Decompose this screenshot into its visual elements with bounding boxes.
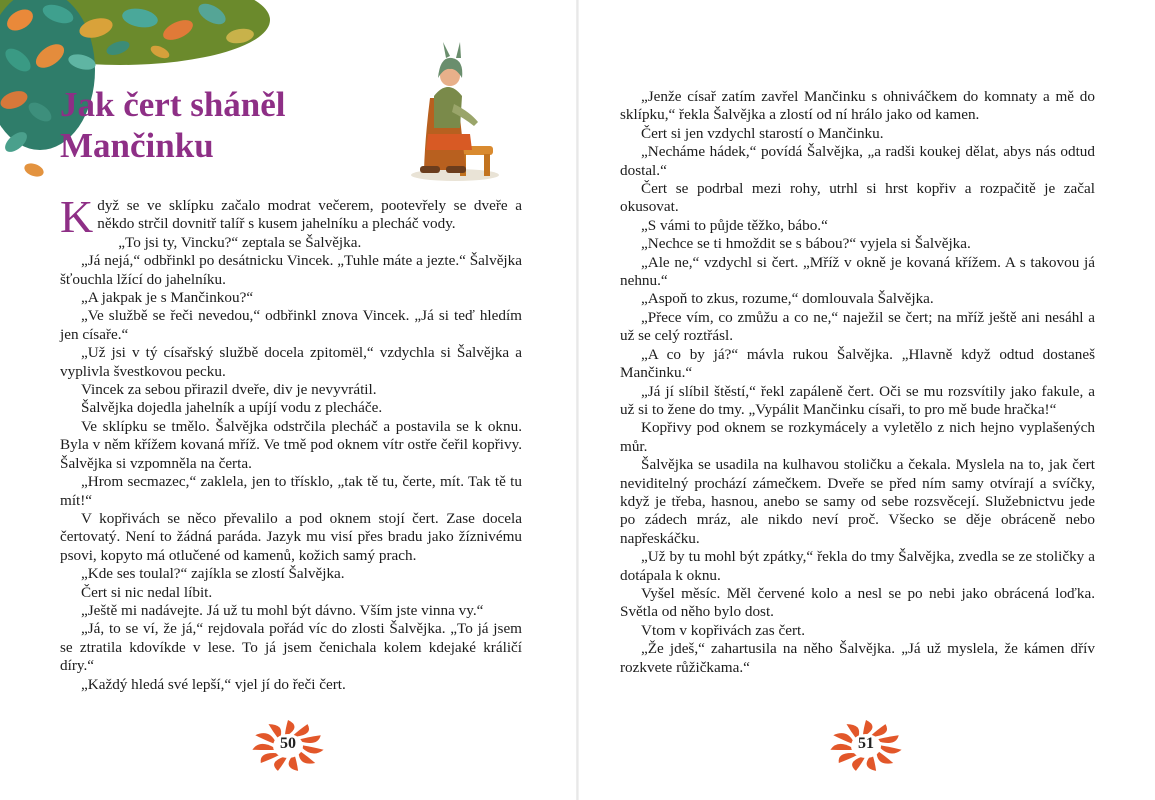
old-woman-illustration	[400, 38, 510, 184]
left-body-text	[60, 191, 522, 694]
sun-ray	[285, 720, 295, 735]
page-number-ornament	[826, 718, 906, 774]
paragraph: Čert si nic nedal líbit.	[81, 583, 213, 601]
paragraph: „Každý hledá své lepší,“ vjel jí do řeči čert.	[81, 675, 346, 693]
sun-ray	[852, 757, 865, 771]
paragraph: „Hrom secmazec,“ zaklela, jen to třísklo, „tak tě tu, čerte, mít. Tak tě tu mít!“	[60, 473, 522, 509]
paragraph: Šalvějka dojedla jahelník a upíjí vodu z plecháče.	[81, 399, 383, 417]
page-number: 51	[858, 735, 874, 752]
paragraph: „Necháme hádek,“ povídá Šalvějka, „a radši koukej dělat, abys nás odtud dostal.“	[620, 143, 1095, 179]
paragraph: „Nechce se ti hmoždit se s bábou?“ vyjela si Šalvějka.	[641, 235, 971, 253]
paragraph: „Už jsi v tý císařský službě docela zpitomël,“ vzdychla si Šalvějka a vyplivla švestkovou pecku.	[60, 344, 522, 380]
paragraph: Vtom v kopřivách zas čert.	[641, 621, 806, 639]
paragraph: „Přece vím, co zmůžu a co ne,“ naježil se čert; na mříž ještě ani nesáhl a už se celý roztřásl.	[620, 308, 1095, 345]
paragraph: Ve sklípku se tmělo. Šalvějka odstrčila plecháč a postavila se k oknu. Byla v něm křížem kovaná mříž. Ve tmě pod oknem vítr ostře čeřil kopřivy. Šalvějka si vzpomněla na čerta.	[60, 417, 522, 472]
paragraph: Vincek za sebou přirazil dveře, div je nevyvrátil.	[81, 381, 377, 399]
sun-ray	[863, 720, 873, 735]
paragraph: „Jenže císař zatím zavřel Mančinku s ohniváčkem do komnaty a mě do sklípku,“ řekla Šalvějka a zlostí od ní hrálo jako od kamen.	[620, 88, 1095, 124]
paragraph: „Ale ne,“ vzdychl si čert. „Mříž v okně je kovaná křížem. A s takovou já nehnu.“	[620, 253, 1095, 290]
paragraph: „S vámi to půjde těžko, bábo.“	[641, 216, 828, 234]
chapter-title: Jak čert sháněl Mančinku	[60, 85, 286, 165]
paragraph: „Kde ses toulal?“ zajíkla se zlostí Šalvějka.	[81, 565, 345, 583]
paragraph: „Že jdeš,“ zahartusila na něho Šalvějka. „Já už myslela, že kámen dřív rozkvete růžičkama.“	[620, 640, 1095, 676]
paragraph: Šalvějka se usadila na kulhavou stoličku a čekala. Myslela na to, jak čert neviditelný prochází zámečkem. Dveře se před ním samy otvírají a svíčky, když je třeba, hasnou, anebo se samy od sebe rozsvěcejí. Služebnictvu jede po zádech mráz, ale nikdo neví proč. Všecko se děje obráceně nebo napřeskáčku.	[620, 456, 1095, 547]
paragraph: Čert si jen vzdychl starostí o Mančinku.	[641, 124, 884, 142]
right-body-text	[620, 88, 1095, 677]
paragraph: V kopřivách se něco převalilo a pod oknem stojí čert. Zase docela čertovatý. Není to žádná paráda. Jazyk mu visí přes bradu jako žíznivému psovi, kopyto má otlučené od kamenů, kožich samý prach.	[60, 509, 522, 564]
paragraph: „Ještě mi nadávejte. Já už tu mohl být dávno. Vším jste vinna vy.“	[81, 601, 484, 619]
left-page	[0, 0, 577, 800]
page-number: 50	[280, 735, 296, 752]
sun-ray	[289, 756, 298, 771]
sun-ray	[274, 757, 287, 771]
paragraph: Vyšel měsíc. Měl červené kolo a nesl se po nebi jako obrácená loďka. Světla od něho bylo dost.	[620, 584, 1095, 621]
paragraph: „A jakpak je s Mančinkou?“	[81, 289, 254, 307]
paragraph: „Já jí slíbil štěstí,“ řekl zapáleně čert. Oči se mu rozsvítily jako fakule, a už si to žene do tmy. „Vypálit Mančinku císaři, to pro mě bude hračka!“	[620, 382, 1095, 418]
drop-cap: K	[60, 191, 94, 242]
right-page	[578, 0, 1155, 800]
paragraph: „Já, to se ví, že já,“ rejdovala pořád víc do zlosti Šalvějka. „To já jsem se ztratila kdovíkde v lese. To já jsem čenichala kolem kdejaké králičí díry.“	[60, 620, 522, 675]
sun-ray	[867, 756, 876, 771]
paragraph: „Už by tu mohl být zpátky,“ řekla do tmy Šalvějka, zvedla se ze stoličky a dotápala k oknu.	[620, 548, 1095, 584]
paragraph: „Aspoň to zkus, rozume,“ domlouvala Šalvějka.	[641, 290, 934, 308]
paragraph: „Já nejá,“ odbřinkl po desátnicku Vincek. „Tuhle máte a jezte.“ Šalvějka šťouchla lžící do jahelníku.	[60, 252, 522, 288]
page-number-ornament	[248, 718, 328, 774]
paragraph: Čert se podrbal mezi rohy, utrhl si hrst kopřiv a rozpačitě je začal okusovat.	[620, 180, 1095, 216]
paragraph: „To jsi ty, Vincku?“ zeptala se Šalvějka.	[118, 233, 362, 251]
paragraph: „A co by já?“ mávla rukou Šalvějka. „Hlavně když odtud dostaneš Mančinku.“	[620, 345, 1095, 382]
opening-paragraph-text: dyž se ve sklípku začalo modrat večerem, pootevřely se dveře a někdo strčil dovnitř talíř s kusem jahelníku a plecháč vody.	[97, 197, 522, 233]
paragraph: „Ve službě se řeči nevedou,“ odbřinkl znova Vincek. „Já si teď hledím jen císaře.“	[60, 307, 522, 343]
paragraph: Kopřivy pod oknem se rozkymácely a vyletělo z nich hejno vyplašených můr.	[620, 419, 1095, 455]
